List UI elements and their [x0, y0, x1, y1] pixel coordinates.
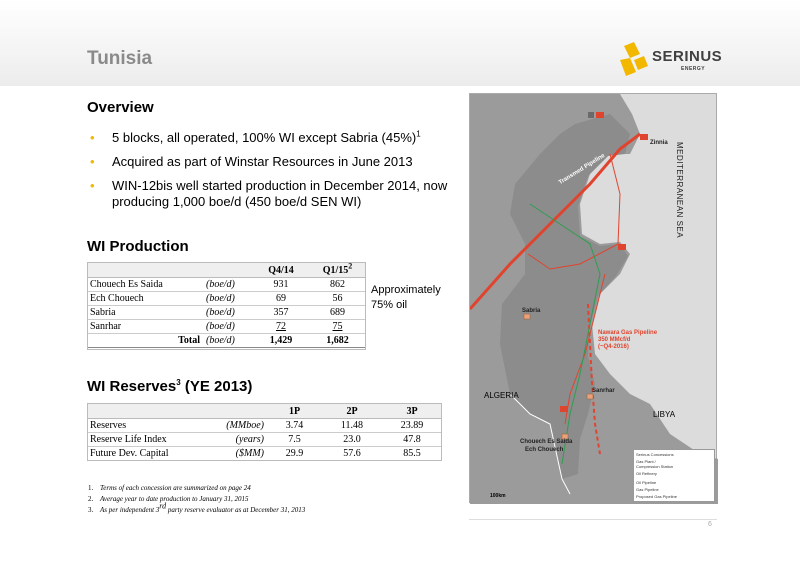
footnote-item: [88, 494, 305, 505]
bullet-item: [90, 130, 460, 146]
header-cell: [309, 263, 366, 278]
footnote-number: 3.: [88, 506, 94, 514]
row-q1: 689: [309, 306, 366, 320]
row-q1: 75: [332, 321, 343, 332]
header-cell: [217, 404, 267, 419]
table-row: [87, 292, 366, 306]
row-unit: (boe/d): [203, 320, 253, 334]
nawara-label: [598, 330, 657, 351]
sanrhar-label: Sanrhar: [592, 388, 615, 394]
footnote-number: 2.: [88, 495, 94, 503]
gas-plant-icon: [640, 134, 648, 140]
total-row: [87, 334, 366, 348]
row-unit: ($MM): [217, 447, 267, 461]
nawara-line: 350 MMcf/d: [598, 337, 631, 343]
header-cell: [203, 263, 253, 278]
libya-label: LIBYA: [653, 410, 676, 419]
map-legend: [633, 449, 715, 502]
legend-item: Oil Refinery: [636, 471, 657, 476]
algeria-label: ALGERIA: [484, 391, 519, 400]
row-name: Sabria: [87, 306, 203, 320]
header-cell: 2P: [322, 404, 382, 419]
row-q4: 931: [253, 278, 309, 292]
production-note: [371, 283, 441, 313]
bullet-icon: •: [90, 154, 95, 169]
gas-plant-icon: [560, 406, 568, 412]
footnote-ref: 1: [416, 129, 421, 139]
oil-refinery-icon: [588, 112, 594, 118]
total-label: Total: [87, 334, 203, 348]
reserves-heading-main: WI Reserves: [87, 378, 177, 395]
row-2p: 11.48: [322, 419, 382, 433]
row-unit: (boe/d): [203, 292, 253, 306]
footnote-text: Average year to date production to January 31, 2015: [100, 495, 249, 503]
row-1p: 3.74: [267, 419, 322, 433]
footnote-item: [88, 501, 306, 516]
header-cell: [87, 404, 217, 419]
nawara-line: (~Q4-2016): [598, 344, 629, 350]
bullet-item: [90, 154, 460, 170]
row-q1: 56: [309, 292, 366, 306]
sea-label: MEDITERRANEAN SEA: [675, 142, 684, 239]
footnote-text: Terms of each concession are summarized on page 24: [100, 484, 251, 492]
row-name: Ech Chouech: [87, 292, 203, 306]
total-q4: 1,429: [253, 334, 309, 348]
table-row: [87, 306, 366, 320]
legend-item: Proposed Gas Pipeline: [636, 494, 677, 499]
gas-plant-icon: [596, 112, 604, 118]
row-3p: 47.8: [382, 433, 442, 447]
legend-item: Serinus Concessions: [636, 452, 674, 457]
table-header-row: [87, 404, 442, 419]
bullet-text: Acquired as part of Winstar Resources in June 2013: [112, 154, 413, 169]
table-header-row: [87, 263, 366, 278]
row-unit: (years): [217, 433, 267, 447]
legend-item: Gas Plant /: [636, 459, 656, 464]
scale-label: 100km: [490, 493, 506, 499]
footnote-ref: 2: [348, 261, 353, 271]
row-name: Future Dev. Capital: [87, 447, 217, 461]
row-name: Sanrhar: [87, 320, 203, 334]
footer-rule: [469, 519, 717, 520]
header-cell: [87, 263, 203, 278]
bullet-text: 5 blocks, all operated, 100% WI except Sabria (45%): [112, 130, 417, 145]
row-2p: 57.6: [322, 447, 382, 461]
footnote-item: [88, 483, 305, 494]
footnotes: [88, 483, 305, 516]
row-unit: (MMboe): [217, 419, 267, 433]
row-unit: (boe/d): [203, 278, 253, 292]
sabria-label: Sabria: [522, 308, 541, 314]
reserves-table: [87, 403, 442, 461]
sabria-concession: [524, 314, 530, 319]
total-q1: 1,682: [309, 334, 366, 348]
row-name: Chouech Es Saida: [87, 278, 203, 292]
row-q1: 862: [309, 278, 366, 292]
bullet-item: [90, 178, 460, 210]
legend-item: Gas Pipeline: [636, 487, 659, 492]
table-row: [87, 320, 366, 334]
production-heading: WI Production: [87, 238, 189, 255]
row-1p: 29.9: [267, 447, 322, 461]
overview-bullets: [90, 130, 460, 218]
row-q4: 69: [253, 292, 309, 306]
row-name: Reserve Life Index: [87, 433, 217, 447]
header-cell: 1P: [267, 404, 322, 419]
legend-item: Compression Station: [636, 464, 674, 469]
zinnia-label: Zinnia: [650, 140, 668, 146]
ech-chouech-label: Ech Chouech: [525, 447, 564, 453]
bullet-icon: •: [90, 130, 95, 145]
tunisia-map: [469, 93, 717, 503]
chouech-es-saida-label: Chouech Es Saida: [520, 439, 573, 445]
table-row: [87, 447, 442, 461]
reserves-heading: [87, 378, 252, 395]
header-cell: Q4/14: [253, 263, 309, 278]
row-q4: 357: [253, 306, 309, 320]
reserves-heading-tail: (YE 2013): [184, 378, 253, 395]
row-3p: 85.5: [382, 447, 442, 461]
footnote-number: 1.: [88, 484, 94, 492]
table-row: [87, 419, 442, 433]
row-q4-cell: [253, 320, 309, 334]
footnote-ref: 3: [176, 378, 181, 387]
q1-label: Q1/15: [322, 264, 349, 276]
nawara-line: Nawara Gas Pipeline: [598, 330, 658, 336]
footnote-sup: rd: [159, 501, 167, 511]
note-line: 75% oil: [371, 299, 408, 311]
gas-plant-icon: [618, 244, 626, 250]
row-unit: (boe/d): [203, 306, 253, 320]
page-title: Tunisia: [87, 48, 153, 69]
header-cell: 3P: [382, 404, 442, 419]
logo-text: SERINUS: [652, 48, 723, 65]
sanrhar-concession: [587, 394, 593, 399]
transmed-label: Transmed Pipeline: [558, 152, 607, 187]
bullet-icon: •: [90, 178, 95, 193]
footnote-text-pre: As per independent 3: [100, 506, 160, 514]
bullet-text: WIN-12bis well started production in December 2014, now producing 1,000 boe/d (450 boe/d SEN WI): [112, 178, 448, 209]
table-row: [87, 433, 442, 447]
total-unit: (boe/d): [203, 334, 253, 348]
row-3p: 23.89: [382, 419, 442, 433]
row-q4: 72: [276, 321, 286, 332]
row-2p: 23.0: [322, 433, 382, 447]
row-q1-cell: [309, 320, 366, 334]
overview-heading: Overview: [87, 99, 154, 116]
legend-item: Oil Pipeline: [636, 480, 657, 485]
table-row: [87, 278, 366, 292]
footnote-text-post: party reserve evaluator as at December 31, 2013: [166, 506, 306, 514]
gas-pipeline: [610, 154, 620, 244]
note-line: Approximately: [371, 284, 441, 296]
logo-subtext: ENERGY: [681, 66, 706, 72]
production-table: [87, 262, 366, 348]
page-number: 6: [708, 521, 712, 528]
row-name: Reserves: [87, 419, 217, 433]
row-1p: 7.5: [267, 433, 322, 447]
